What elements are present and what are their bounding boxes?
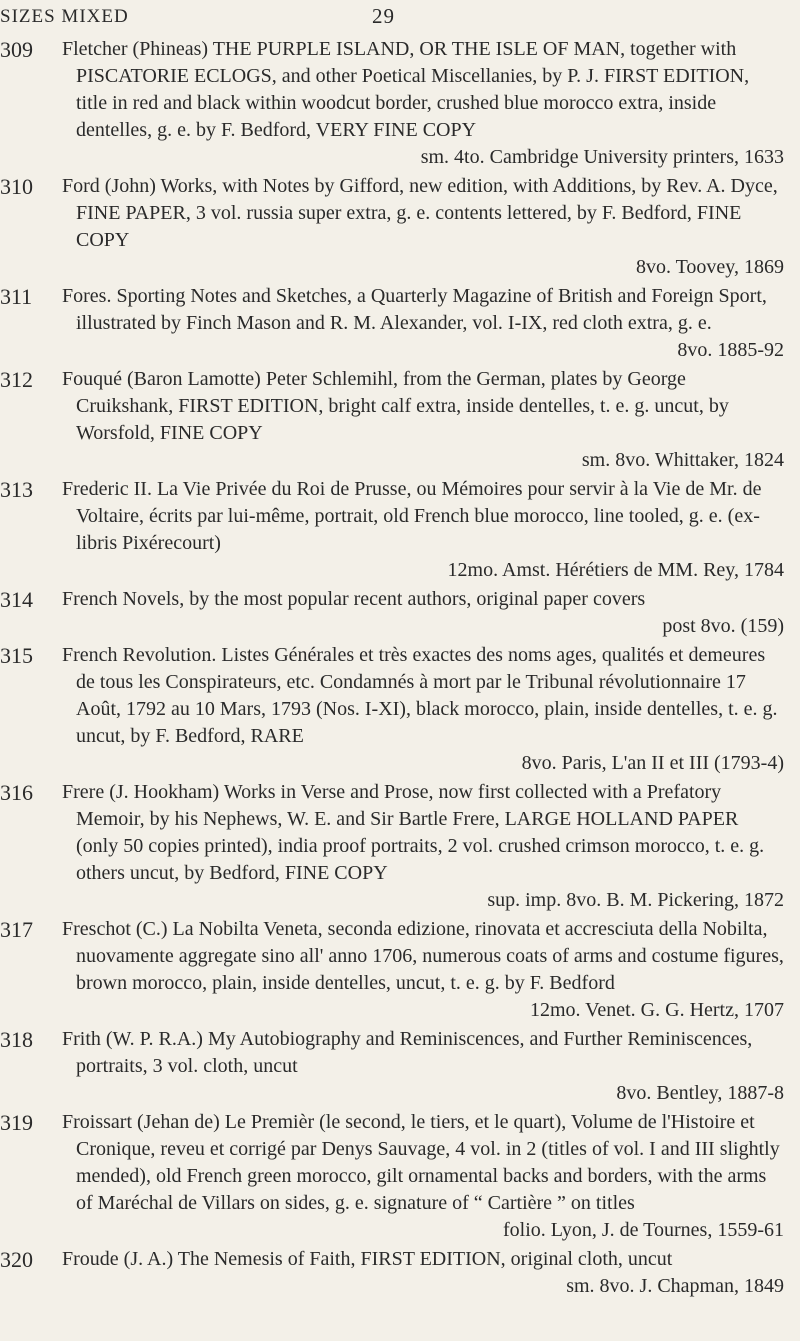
entry-imprint: sm. 8vo. Whittaker, 1824 (581, 449, 784, 471)
section-title: SIZES MIXED (0, 6, 129, 27)
lot-number: 312 (0, 367, 33, 392)
entry-description: Fletcher (Phineas) THE PURPLE ISLAND, OR THE ISLE OF MAN, together with PISCATORIE ECLOGS, and other Poetical Miscellanies, by P. J. FIRST EDITION, title in red and black within woodcut border, crushed blue morocco extra, inside dentelles, g. e. by F. Bedford, VERY FINE COPY sm. 4to. Cambridge University printers, 1633 (62, 36, 784, 171)
catalogue-entry (0, 779, 800, 914)
lot-number: 314 (0, 587, 33, 612)
entry-description: Fouqué (Baron Lamotte) Peter Schlemihl, from the German, plates by George Cruikshank, FIRST EDITION, bright calf extra, inside dentelles, t. e. g. uncut, by Worsfold, FINE COPY sm. 8vo. Whittaker, 1824 (62, 366, 784, 474)
lot-number: 315 (0, 643, 33, 668)
lot-number: 316 (0, 780, 33, 805)
entry-imprint: folio. Lyon, J. de Tournes, 1559-61 (503, 1219, 784, 1241)
entry-description: Frith (W. P. R.A.) My Autobiography and Reminiscences, and Further Reminiscences, portraits, 3 vol. cloth, uncut 8vo. Bentley, 1887-8 (62, 1026, 784, 1107)
entry-description: Ford (John) Works, with Notes by Gifford, new edition, with Additions, by Rev. A. Dyce, FINE PAPER, 3 vol. russia super extra, g. e. contents lettered, by F. Bedford, FINE COPY 8vo. Toovey, 1869 (62, 173, 784, 281)
entry-imprint: sm. 4to. Cambridge University printers, 1633 (420, 146, 784, 168)
lot-number: 313 (0, 477, 33, 502)
catalogue-entry (0, 1109, 800, 1244)
lot-number: 311 (0, 284, 33, 309)
lot-number: 309 (0, 37, 33, 62)
catalogue-entry (0, 1246, 800, 1300)
entry-imprint: 12mo. Amst. Hérétiers de MM. Rey, 1784 (447, 559, 784, 581)
entry-list (0, 36, 800, 1302)
entry-imprint: sm. 8vo. J. Chapman, 1849 (566, 1275, 784, 1297)
lot-number: 318 (0, 1027, 33, 1052)
entry-description: Froissart (Jehan de) Le Premièr (le second, le tiers, et le quart), Volume de l'Histoire et Cronique, reveu et corrigé par Denys Sauvage, 4 vol. in 2 (titles of vol. I and III slightly mended), old French green morocco, gilt ornamental backs and borders, with the arms of Maréchal de Villars on sides, g. e. signature of “ Cartière ” on titles folio. Lyon, J. de Tournes, 1559-61 (62, 1109, 784, 1244)
entry-description: French Revolution. Listes Générales et très exactes des noms ages, qualités et demeures de tous les Conspirateurs, etc. Condamnés à mort par le Tribunal révolutionnaire 17 Août, 1792 au 10 Mars, 1793 (Nos. I-XI), black morocco, plain, inside dentelles, t. e. g. uncut, by F. Bedford, RARE 8vo. Paris, L'an II et III (1793-4) (62, 642, 784, 777)
page-number: 29 (372, 4, 395, 28)
catalogue-entry (0, 916, 800, 1024)
catalogue-entry (0, 642, 800, 777)
catalogue-entry (0, 476, 800, 584)
catalogue-entry (0, 173, 800, 281)
entry-description: Freschot (C.) La Nobilta Veneta, seconda edizione, rinovata et accresciuta della Nobilta, nuovamente aggregate sino all' anno 1706, numerous coats of arms and costume figures, brown morocco, plain, inside dentelles, uncut, t. e. g. by F. Bedford 12mo. Venet. G. G. Hertz, 1707 (62, 916, 784, 1024)
lot-number: 319 (0, 1110, 33, 1135)
entry-imprint: 8vo. 1885-92 (677, 339, 784, 361)
entry-description: Frederic II. La Vie Privée du Roi de Prusse, ou Mémoires pour servir à la Vie de Mr. de Voltaire, écrits par lui-même, portrait, old French blue morocco, line tooled, g. e. (ex-libris Pixérecourt) 12mo. Amst. Hérétiers de MM. Rey, 1784 (62, 476, 784, 584)
page-header (0, 2, 800, 32)
catalogue-entry (0, 36, 800, 171)
entry-description: Fores. Sporting Notes and Sketches, a Quarterly Magazine of British and Foreign Sport, illustrated by Finch Mason and R. M. Alexander, vol. I-IX, red cloth extra, g. e. 8vo. 1885-92 (62, 283, 784, 364)
catalogue-entry (0, 1026, 800, 1107)
entry-description: French Novels, by the most popular recent authors, original paper covers post 8vo. (159) (62, 586, 784, 640)
entry-description: Froude (J. A.) The Nemesis of Faith, FIRST EDITION, original cloth, uncut sm. 8vo. J. Chapman, 1849 (62, 1246, 784, 1300)
entry-imprint: 12mo. Venet. G. G. Hertz, 1707 (529, 999, 784, 1021)
catalogue-entry (0, 366, 800, 474)
lot-number: 320 (0, 1247, 33, 1272)
entry-imprint: 8vo. Paris, L'an II et III (1793-4) (521, 752, 784, 774)
catalogue-entry (0, 586, 800, 640)
entry-imprint: 8vo. Bentley, 1887-8 (616, 1082, 784, 1104)
entry-imprint: 8vo. Toovey, 1869 (635, 256, 784, 278)
entry-imprint: post 8vo. (159) (662, 615, 784, 637)
lot-number: 317 (0, 917, 33, 942)
entry-imprint: sup. imp. 8vo. B. M. Pickering, 1872 (487, 889, 784, 911)
entry-description: Frere (J. Hookham) Works in Verse and Prose, now first collected with a Prefatory Memoir, by his Nephews, W. E. and Sir Bartle Frere, LARGE HOLLAND PAPER (only 50 copies printed), india proof portraits, 2 vol. crushed crimson morocco, t. e. g. others uncut, by Bedford, FINE COPY sup. imp. 8vo. B. M. Pickering, 1872 (62, 779, 784, 914)
lot-number: 310 (0, 174, 33, 199)
catalogue-entry (0, 283, 800, 364)
